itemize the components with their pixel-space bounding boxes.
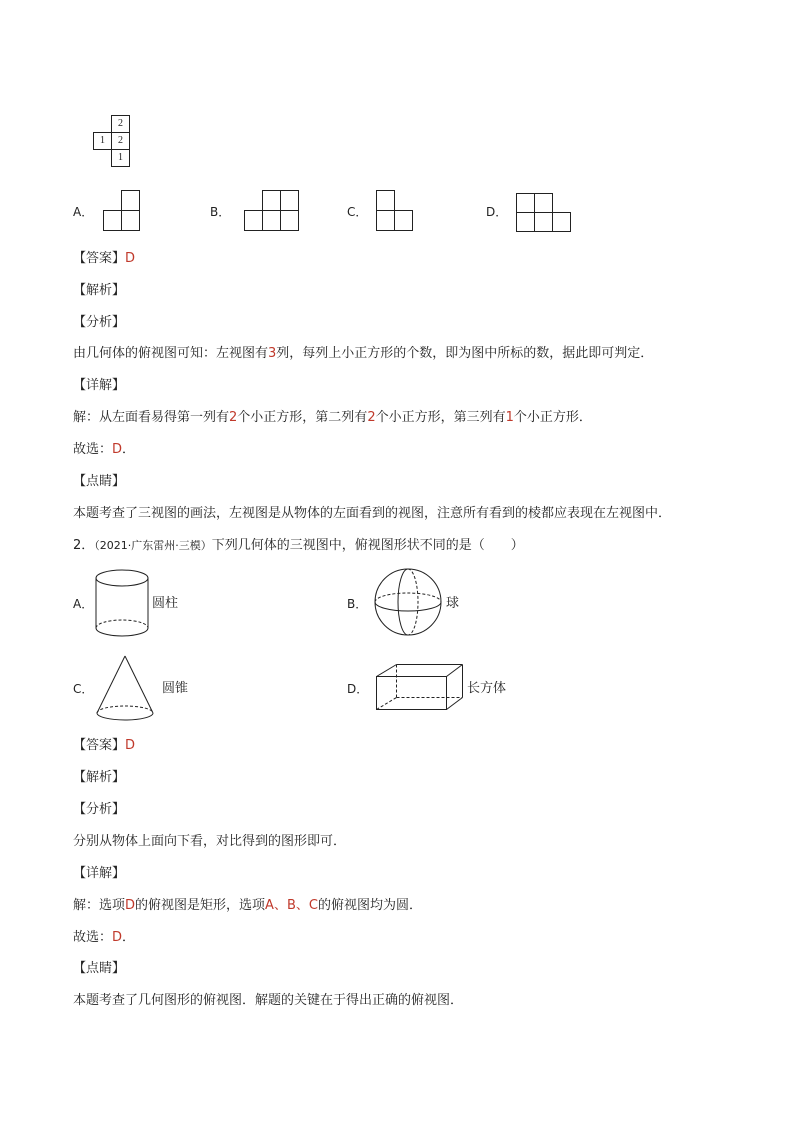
cell-top: 2 — [111, 115, 130, 133]
text-segment: 故选： — [73, 930, 113, 945]
cone-figure[interactable] — [95, 655, 160, 725]
q1-option-d-label[interactable]: D． — [486, 205, 508, 219]
cell-middle: 2 — [111, 132, 130, 150]
number: 3 — [268, 346, 277, 361]
answer-tag: 【答案】 — [73, 251, 126, 266]
q2-option-a-label[interactable]: A． — [73, 597, 94, 611]
question-number: 2． — [73, 538, 95, 553]
q1-analysis-tag: 【解析】 — [73, 283, 126, 298]
q1-option-c-label[interactable]: C． — [347, 205, 368, 219]
q1-option-b-figure[interactable] — [244, 190, 304, 232]
q1-choose-line — [73, 442, 135, 458]
text-segment: ． — [122, 930, 136, 945]
number: 2 — [229, 410, 238, 425]
question-text: 下列几何体的三视图中，俯视图形状不同的是（ ） — [211, 538, 524, 553]
q1-option-c-figure[interactable] — [376, 190, 418, 232]
q2-fenxi-tag: 【分析】 — [73, 802, 126, 817]
answer-value: D — [125, 251, 136, 266]
option-ref: A、B、C — [265, 898, 318, 913]
q1-fenxi-tag: 【分析】 — [73, 315, 126, 330]
q2-comment-text: 本题考查了几何图形的俯视图．解题的关键在于得出正确的俯视图． — [73, 993, 464, 1008]
q2-option-b-name: 球 — [446, 596, 460, 611]
q2-option-c-label[interactable]: C． — [73, 682, 94, 696]
text-segment: ． — [122, 442, 136, 457]
question-source: （2021·广东雷州·三模） — [94, 539, 212, 552]
q2-option-d-name: 长方体 — [467, 681, 507, 696]
option-ref: D — [125, 898, 136, 913]
q1-fenxi-text — [73, 346, 653, 362]
q2-comment-tag: 【点睛】 — [73, 961, 126, 976]
q2-option-a-name: 圆柱 — [152, 596, 179, 611]
text-segment: 解：选项 — [73, 898, 126, 913]
choice-value: D — [112, 930, 123, 945]
text-segment: 个小正方形，第三列有 — [375, 410, 506, 425]
q1-answer-line — [73, 251, 135, 267]
q1-option-b-label[interactable]: B． — [210, 205, 231, 219]
q1-option-a-figure[interactable] — [103, 190, 143, 232]
q2-option-c-name: 圆锥 — [162, 681, 189, 696]
choice-value: D — [112, 442, 123, 457]
q1-comment-text: 本题考查了三视图的画法，左视图是从物体的左面看到的视图，注意所有看到的棱都应表现在左视图中． — [73, 506, 672, 521]
q2-fenxi-text: 分别从物体上面向下看，对比得到的图形即可． — [73, 834, 347, 849]
sphere-figure[interactable] — [374, 568, 444, 638]
q1-comment-tag: 【点睛】 — [73, 474, 126, 489]
text-segment: 解：从左面看易得第一列有 — [73, 410, 230, 425]
text-segment: 个小正方形，第二列有 — [237, 410, 368, 425]
q2-choose-line — [73, 930, 135, 946]
q2-option-b-label[interactable]: B． — [347, 597, 368, 611]
number: 1 — [505, 410, 514, 425]
q2-stem — [73, 538, 524, 554]
q2-detail-text — [73, 898, 422, 914]
q2-option-d-label[interactable]: D． — [347, 682, 369, 696]
text-segment: 故选： — [73, 442, 113, 457]
text-segment: 的俯视图是矩形，选项 — [135, 898, 266, 913]
number: 2 — [367, 410, 376, 425]
q2-answer-line — [73, 738, 135, 754]
cell-left: 1 — [93, 132, 112, 150]
q1-detail-text — [73, 410, 592, 426]
q2-detail-tag: 【详解】 — [73, 866, 126, 881]
q1-option-a-label[interactable]: A． — [73, 205, 94, 219]
q1-option-d-figure[interactable] — [516, 193, 576, 235]
cell-bottom: 1 — [111, 149, 130, 167]
cuboid-figure[interactable] — [376, 664, 466, 712]
text-segment: 的俯视图均为圆． — [317, 898, 422, 913]
q1-detail-tag: 【详解】 — [73, 378, 126, 393]
answer-value: D — [125, 738, 136, 753]
q2-analysis-tag: 【解析】 — [73, 770, 126, 785]
text-segment: 由几何体的俯视图可知：左视图有 — [73, 346, 269, 361]
text-segment: 列，每列上小正方形的个数，即为图中所标的数，据此即可判定． — [276, 346, 654, 361]
answer-tag: 【答案】 — [73, 738, 126, 753]
cylinder-figure[interactable] — [95, 568, 155, 640]
text-segment: 个小正方形． — [513, 410, 592, 425]
